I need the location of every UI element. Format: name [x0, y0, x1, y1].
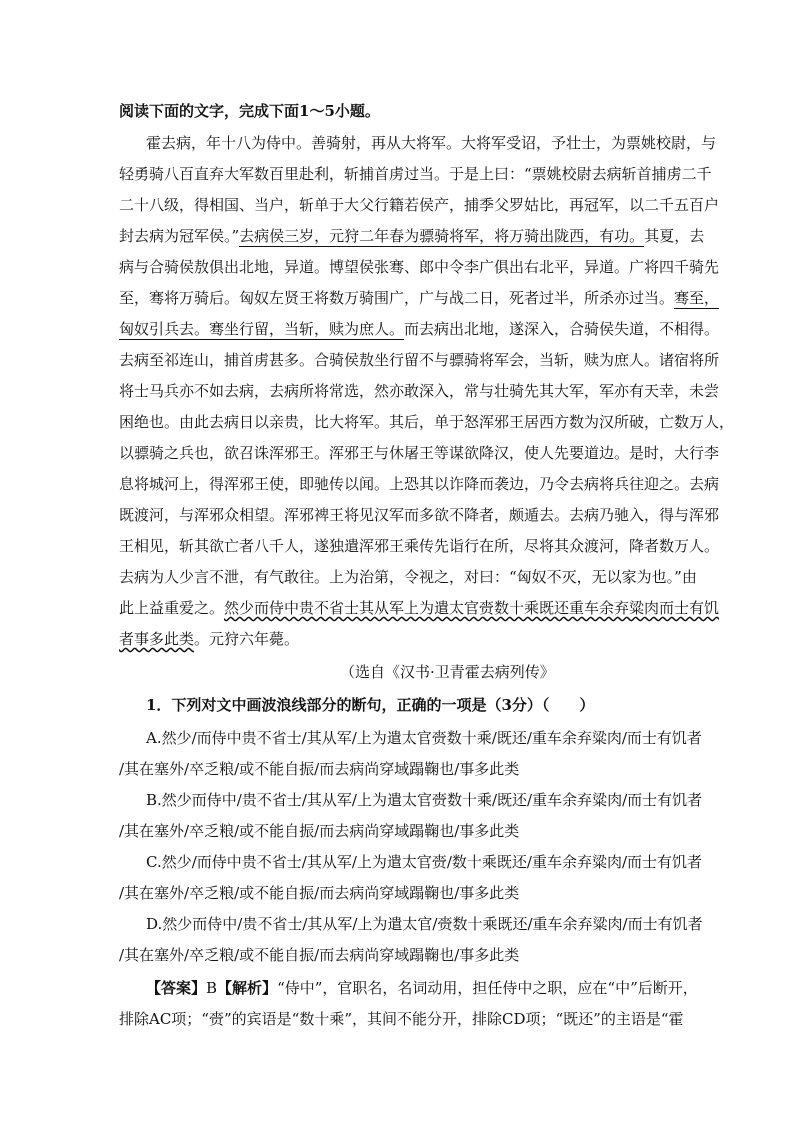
passage-line: 既渡河，与浑邪众相望。浑邪裨王将见汉军而多欲不降者，颇遁去。去病乃驰入，得与浑邪: [119, 506, 720, 524]
option-d-line1: D.然少而侍中/贵不省士/其从军/上为遣太官/赍数十乘既还/重车余弃粱肉/而士有饥者: [146, 915, 703, 933]
underlined-sentence: 去病侯三岁，元狩二年春为骠骑将军，将万骑出陇西，有功。: [239, 227, 645, 245]
option-c-line2: /其在塞外/卒乏粮/或不能自振/而去病尚穿域蹋鞠也/事多此类: [119, 884, 520, 902]
question-stem: 1．下列对文中画波浪线部分的断句，正确的一项是（3分）（ ）: [146, 696, 595, 714]
passage-text: 至，骞将万骑后。匈奴左贤王将数万骑围广，广与战二日，死者过半，所杀亦过当。: [119, 289, 675, 307]
passage-line: [119, 628, 679, 650]
passage-line: [119, 597, 720, 619]
passage-line: 霍去病，年十八为侍中。善骑射，再从大将军。大将军受诏，予壮士，为票姚校尉，与: [146, 134, 717, 152]
wavy-underlined-text: 者事多此类: [119, 630, 195, 648]
passage-line: 王相见，斩其欲亡者八千人，遂独遣浑邪王乘传先诣行在所，尽将其众渡河，降者数万人。: [119, 537, 720, 555]
passage-line: [119, 287, 720, 309]
answer-letter: B: [206, 979, 218, 997]
passage-line: 病与合骑侯敖俱出北地，异道。博望侯张骞、郎中令李广俱出右北平，异道。广将四千骑先: [119, 258, 720, 276]
analysis-label: 【解析】: [217, 979, 278, 997]
option-a-line2: /其在塞外/卒乏粮/或不能自振/而去病尚穿域蹋鞠也/事多此类: [119, 760, 520, 778]
answer-line: [146, 977, 698, 999]
passage-text: 。元狩六年薨。: [194, 630, 300, 648]
wavy-underlined-text: 然少而侍中贵不省士其从军上为遣太官赍数十乘既还重车余弃粱肉而士有饥: [224, 599, 720, 617]
option-a-line1: A.然少/而侍中贵不省士/其从军/上为遣太官赍数十乘/既还/重车余弃粱肉/而士有饥者: [146, 729, 702, 747]
source-citation: （选自《汉书·卫青霍去病列传》: [340, 663, 555, 681]
passage-text: 此上益重爱之。: [119, 599, 225, 617]
option-b-line2: /其在塞外/卒乏粮/或不能自振/而去病尚穿域蹋鞠也/事多此类: [119, 822, 520, 840]
reading-instruction: 阅读下面的文字，完成下面1～5小题。: [119, 102, 380, 120]
analysis-line: 排除AC项；“赍”的宾语是“数十乘”，其间不能分开，排除CD项；“既还”的主语是“霍: [119, 1010, 684, 1028]
passage-line: 困绝也。由此去病日以亲贵，比大将军。其后，单于怒浑邪王居西方数为汉所破，亡数万人，: [119, 413, 735, 431]
passage-line: 息将城河上，得浑邪王使，即驰传以闻。上恐其以诈降而袭边，乃令去病将兵往迎之。去病: [119, 475, 720, 493]
answer-label: 【答案】: [146, 979, 207, 997]
underlined-sentence: 骞至，: [674, 289, 720, 307]
option-d-line2: /其在塞外/卒乏粮/或不能自振/而去病尚穿域蹋鞠也/事多此类: [119, 946, 520, 964]
passage-line: 去病为人少言不泄，有气敢往。上为治第，令视之，对曰：“匈奴不灭，无以家为也。”由: [119, 568, 697, 586]
passage-line: 轻勇骑八百直弃大军数百里赴利，斩捕首虏过当。于是上曰：“票姚校尉去病斩首捕虏二千: [119, 165, 712, 183]
passage-line: 将士马兵亦不如去病，去病所将常选，然亦敢深入，常与壮骑先其大军，军亦有天幸，未尝: [119, 382, 720, 400]
option-c-line1: C.然少/而侍中贵不省士/其从军/上为遣太官赍/数十乘既还/重车余弃粱肉/而士有饥者: [146, 853, 703, 871]
passage-text: 其夏，去: [644, 227, 705, 245]
passage-line: 二十八级，得相国、当户，斩单于大父行籍若侯产，捕季父罗姑比，再冠军，以二千五百户: [119, 196, 720, 214]
analysis-text: “侍中”，官职名，名词动用，担任侍中之职，应在“中”后断开，: [277, 979, 698, 997]
passage-text: 封去病为冠军侯。”: [119, 227, 240, 245]
passage-line: [119, 225, 705, 247]
passage-line: [119, 318, 720, 340]
passage-line: 以骠骑之兵也，欲召诛浑邪王。浑邪王与休屠王等谋欲降汉，使人先要道边。是时，大行李: [119, 444, 720, 462]
passage-line: 去病至祁连山，捕首虏甚多。合骑侯敖坐行留不与骠骑将军会，当斩，赎为庶人。诸宿将所: [119, 351, 720, 369]
passage-text: 而去病出北地，遂深入，合骑侯失道，不相得。: [404, 320, 720, 338]
option-b-line1: B.然少而侍中/贵不省士/其从军/上为遣太官赍数十乘/既还/重车余弃粱肉/而士有饥者: [146, 791, 703, 809]
underlined-sentence: 匈奴引兵去。骞坐行留，当斩，赎为庶人。: [119, 320, 405, 338]
